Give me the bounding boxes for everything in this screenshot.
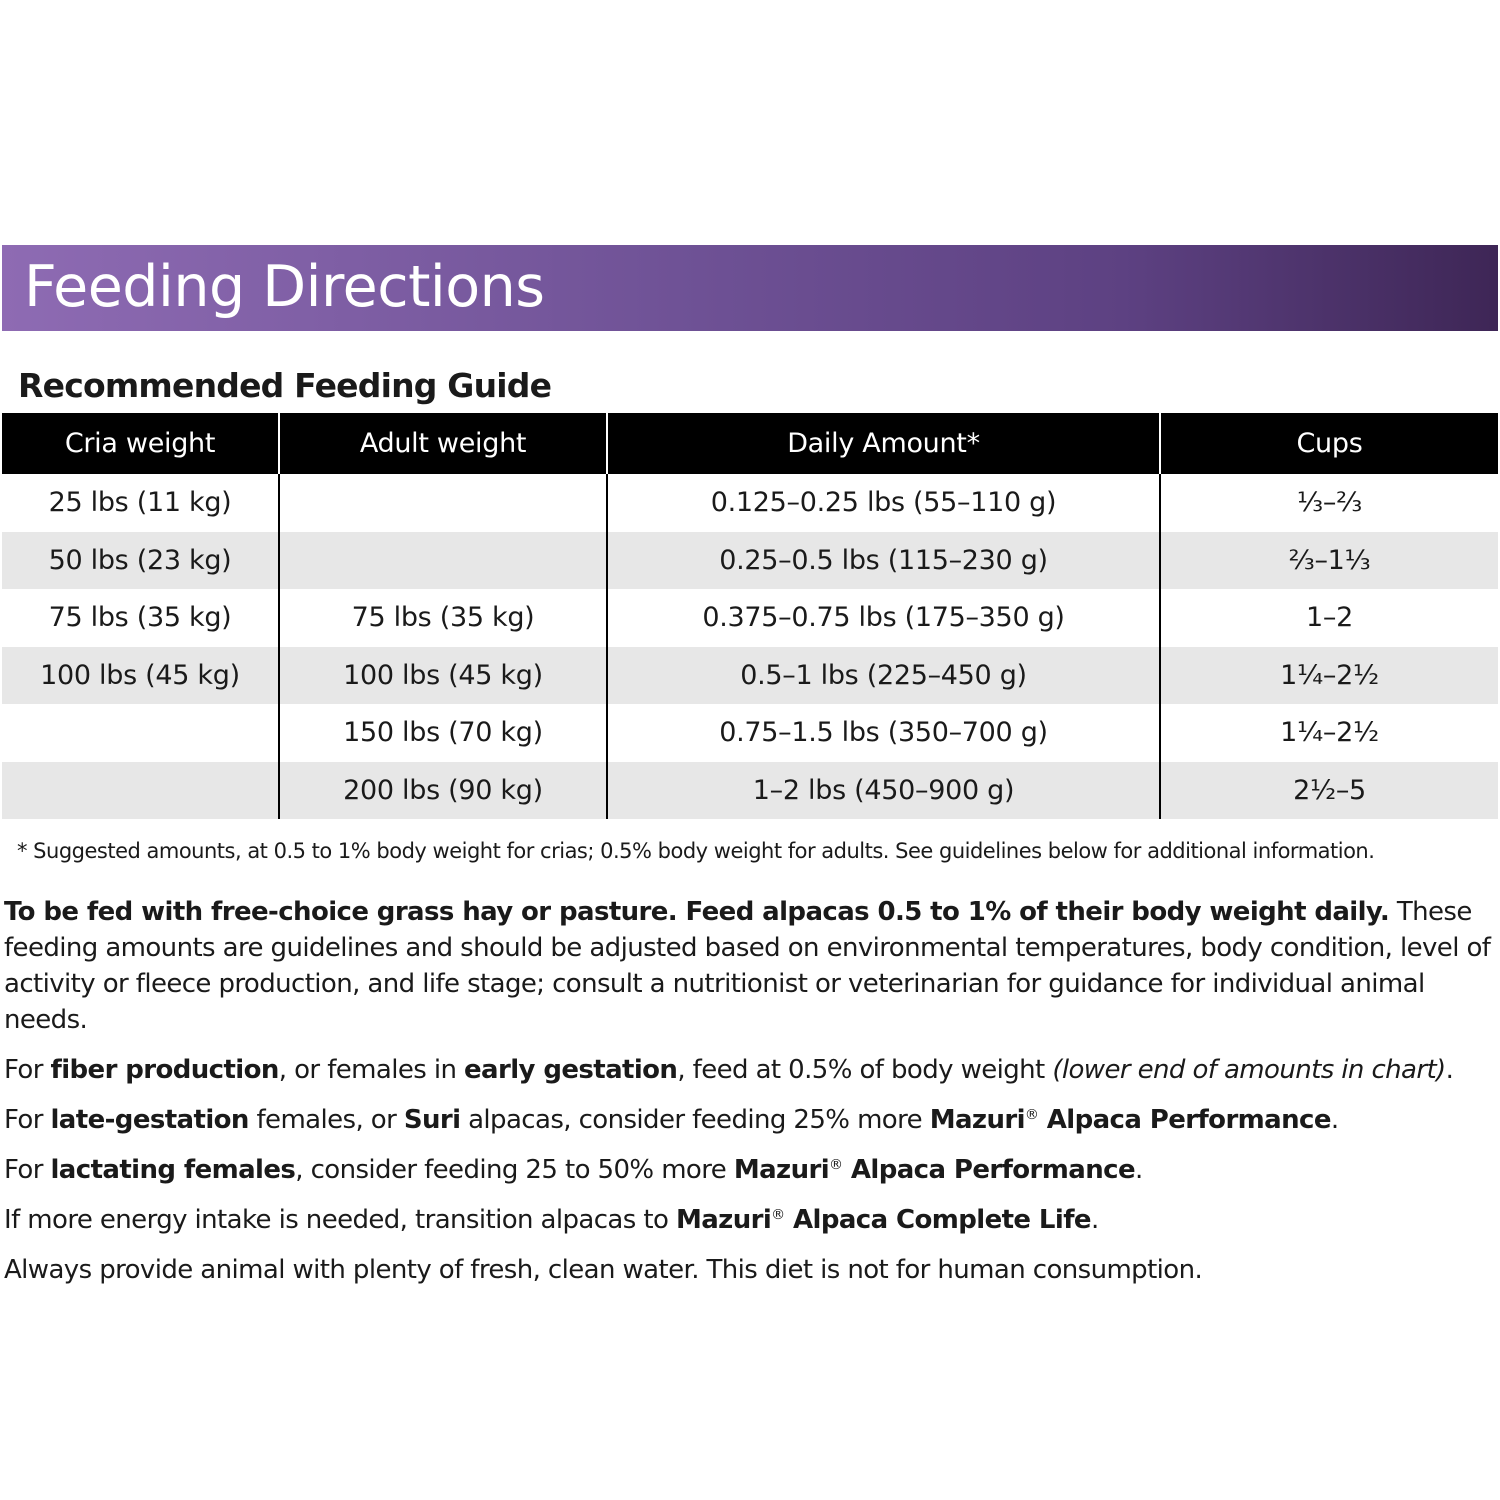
page-title: Feeding Directions <box>24 254 545 320</box>
daily-amount-cell: 0.5–1 lbs (225–450 g) <box>607 647 1160 705</box>
daily-amount-cell: 1–2 lbs (450–900 g) <box>607 762 1160 820</box>
column-header-cups: Cups <box>1160 413 1498 474</box>
bold-span: Suri <box>403 1105 461 1135</box>
column-header-cria-weight: Cria weight <box>2 413 279 474</box>
adult-weight-cell: 75 lbs (35 kg) <box>279 589 607 647</box>
title-banner <box>2 245 1498 331</box>
water-paragraph: Always provide animal with plenty of fresh, clean water. This diet is not for human consumption. <box>4 1255 1203 1285</box>
adult-weight-cell: 200 lbs (90 kg) <box>279 762 607 820</box>
cria-weight-cell <box>2 704 279 762</box>
text-span: , consider feeding 25 to 50% more <box>295 1155 734 1185</box>
column-header-daily-amount: Daily Amount* <box>607 413 1160 474</box>
cups-cell: 1¼–2½ <box>1160 704 1498 762</box>
bold-span: late-gestation <box>50 1105 249 1135</box>
hay-pasture-emphasis: To be fed with free-choice grass hay or pasture. Feed alpacas 0.5 to 1% of their body weight daily. <box>4 897 1390 927</box>
bold-span: fiber production <box>50 1055 279 1085</box>
italic-span: (lower end of amounts in chart) <box>1052 1055 1446 1085</box>
daily-amount-cell: 0.75–1.5 lbs (350–700 g) <box>607 704 1160 762</box>
table-row <box>2 762 1498 820</box>
cups-cell: 1–2 <box>1160 589 1498 647</box>
cups-cell: 1¼–2½ <box>1160 647 1498 705</box>
energy-intake-paragraph <box>4 1202 1494 1238</box>
bold-span: lactating females <box>50 1155 296 1185</box>
text-span: . <box>1330 1105 1339 1135</box>
text-span: females, or <box>248 1105 404 1135</box>
cups-cell: ⅔–1⅓ <box>1160 532 1498 590</box>
feeding-guide-table <box>2 413 1498 819</box>
lactating-paragraph <box>4 1152 1494 1188</box>
cups-cell: ⅓–⅔ <box>1160 474 1498 532</box>
feeding-guide-heading: Recommended Feeding Guide <box>18 366 552 405</box>
column-header-adult-weight: Adult weight <box>279 413 607 474</box>
daily-amount-cell: 0.25–0.5 lbs (115–230 g) <box>607 532 1160 590</box>
text-span: For <box>4 1105 51 1135</box>
table-row <box>2 647 1498 705</box>
text-span: For <box>4 1155 51 1185</box>
adult-weight-cell: 150 lbs (70 kg) <box>279 704 607 762</box>
table-row <box>2 474 1498 532</box>
bold-span: early gestation <box>464 1055 678 1085</box>
cria-weight-cell: 100 lbs (45 kg) <box>2 647 279 705</box>
text-span: . <box>1134 1155 1143 1185</box>
adult-weight-cell <box>279 474 607 532</box>
product-name: Alpaca Performance <box>842 1155 1135 1185</box>
cria-weight-cell <box>2 762 279 820</box>
table-header-row <box>2 413 1498 474</box>
text-span: alpacas, consider feeding 25% more <box>460 1105 930 1135</box>
registered-mark: ® <box>1024 1107 1039 1123</box>
adult-weight-cell <box>279 532 607 590</box>
text-span: . <box>1090 1205 1099 1235</box>
hay-pasture-paragraph <box>4 894 1494 1038</box>
feeding-instructions <box>4 894 1494 1302</box>
hay-pasture-text: These feeding amounts are guidelines and should be adjusted based on environmental temperatures, body condition, level of activity or fleece production, and life stage; consult a nutritionist or veterinarian for guidance for individual animal needs. <box>4 897 1491 1035</box>
daily-amount-cell: 0.125–0.25 lbs (55–110 g) <box>607 474 1160 532</box>
text-span: , or females in <box>278 1055 464 1085</box>
product-name: Alpaca Performance <box>1038 1105 1331 1135</box>
text-span: If more energy intake is needed, transition alpacas to <box>4 1205 676 1235</box>
cria-weight-cell: 25 lbs (11 kg) <box>48 487 232 519</box>
product-name: Alpaca Complete Life <box>784 1205 1091 1235</box>
cria-weight-cell: 50 lbs (23 kg) <box>2 532 279 590</box>
brand-name: Mazuri <box>733 1155 830 1185</box>
brand-name: Mazuri <box>929 1105 1025 1135</box>
late-gestation-paragraph <box>4 1102 1494 1138</box>
text-span: . <box>1445 1055 1454 1085</box>
table-row <box>2 704 1498 762</box>
text-span: , feed at 0.5% of body weight <box>677 1055 1053 1085</box>
registered-mark: ® <box>771 1207 785 1223</box>
registered-mark: ® <box>829 1157 843 1173</box>
fiber-production-paragraph <box>4 1052 1494 1088</box>
table-row <box>2 589 1498 647</box>
text-span: For <box>4 1055 51 1085</box>
cups-cell: 2½–5 <box>1160 762 1498 820</box>
cria-weight-cell: 75 lbs (35 kg) <box>48 602 232 634</box>
brand-name: Mazuri <box>675 1205 772 1235</box>
adult-weight-cell: 100 lbs (45 kg) <box>279 647 607 705</box>
daily-amount-cell: 0.375–0.75 lbs (175–350 g) <box>607 589 1160 647</box>
table-row <box>2 532 1498 590</box>
table-footnote: * Suggested amounts, at 0.5 to 1% body weight for crias; 0.5% body weight for adults. See guidelines below for additional information. <box>17 839 1375 863</box>
